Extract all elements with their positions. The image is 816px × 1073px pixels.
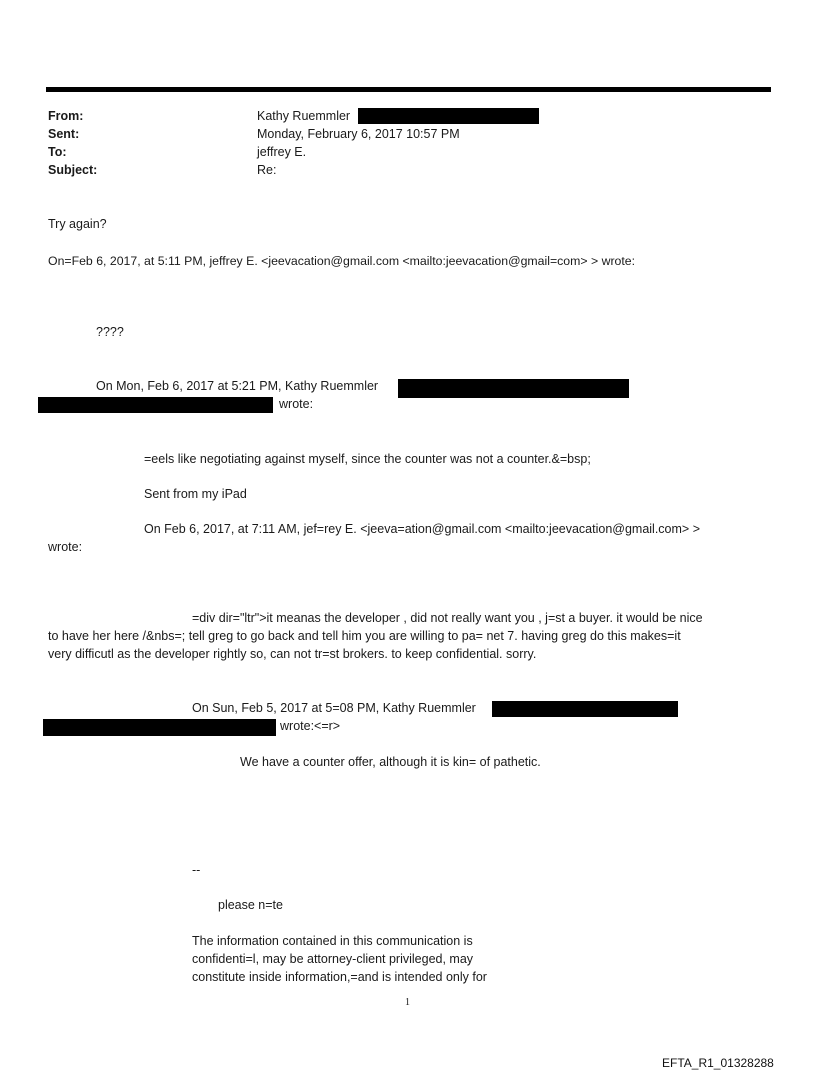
signature-note: please n=te: [218, 898, 283, 912]
redaction-block: [43, 719, 276, 736]
quoted-text: We have a counter offer, although it is kin= of pathetic.: [240, 755, 541, 769]
quoted-text: Sent from my iPad: [144, 487, 247, 501]
quoted-text: to have her here /&nbs=; tell greg to go back and tell him you are willing to pa= net 7. having greg do this makes=it: [48, 629, 681, 643]
document-id: EFTA_R1_01328288: [662, 1056, 774, 1070]
to-value: jeffrey E.: [257, 145, 307, 159]
disclaimer-line: The information contained in this communication is: [192, 934, 473, 948]
quote-header: On Mon, Feb 6, 2017 at 5:21 PM, Kathy Ruemmler: [96, 379, 379, 393]
subject-value: Re:: [257, 163, 277, 177]
body-line: On=Feb 6, 2017, at 5:11 PM, jeffrey E. <jeevacation@gmail.com <mailto:jeevacation@gmail=com> > wrote:: [48, 254, 636, 268]
to-label: To:: [48, 145, 67, 159]
quote-header: wrote:: [279, 397, 314, 411]
subject-label: Subject:: [48, 163, 98, 177]
disclaimer-line: confidenti=l, may be attorney-client privileged, may: [192, 952, 474, 966]
quoted-text: =eels like negotiating against myself, since the counter was not a counter.&=bsp;: [144, 452, 591, 466]
redaction-block: [358, 108, 539, 124]
quote-header: wrote:<=r>: [280, 719, 341, 733]
quote-header: wrote:: [48, 540, 83, 554]
page-number: 1: [405, 997, 410, 1008]
from-value: Kathy Ruemmler: [257, 109, 351, 123]
redaction-block: [492, 701, 678, 717]
quoted-text: very difficutl as the developer rightly so, can not tr=st brokers. to keep confidential. sorry.: [48, 647, 537, 661]
from-label: From:: [48, 109, 84, 123]
body-line: Try again?: [48, 217, 107, 231]
redaction-block: [398, 379, 629, 398]
quote-header: On Sun, Feb 5, 2017 at 5=08 PM, Kathy Ruemmler: [192, 701, 476, 715]
quote-header: On Feb 6, 2017, at 7:11 AM, jef=rey E. <jeeva=ation@gmail.com <mailto:jeevacation@gmail.com> >: [144, 522, 700, 536]
sent-label: Sent:: [48, 127, 80, 141]
signature-dash: --: [192, 863, 201, 877]
disclaimer-line: constitute inside information,=and is intended only for: [192, 970, 487, 984]
sent-value: Monday, February 6, 2017 10:57 PM: [257, 127, 460, 141]
quoted-text: =div dir="ltr">it meanas the developer , did not really want you , j=st a buyer. it would be nice: [192, 611, 703, 625]
header-rule: [46, 87, 771, 92]
quoted-text: ????: [96, 325, 124, 339]
redaction-block: [38, 397, 273, 413]
